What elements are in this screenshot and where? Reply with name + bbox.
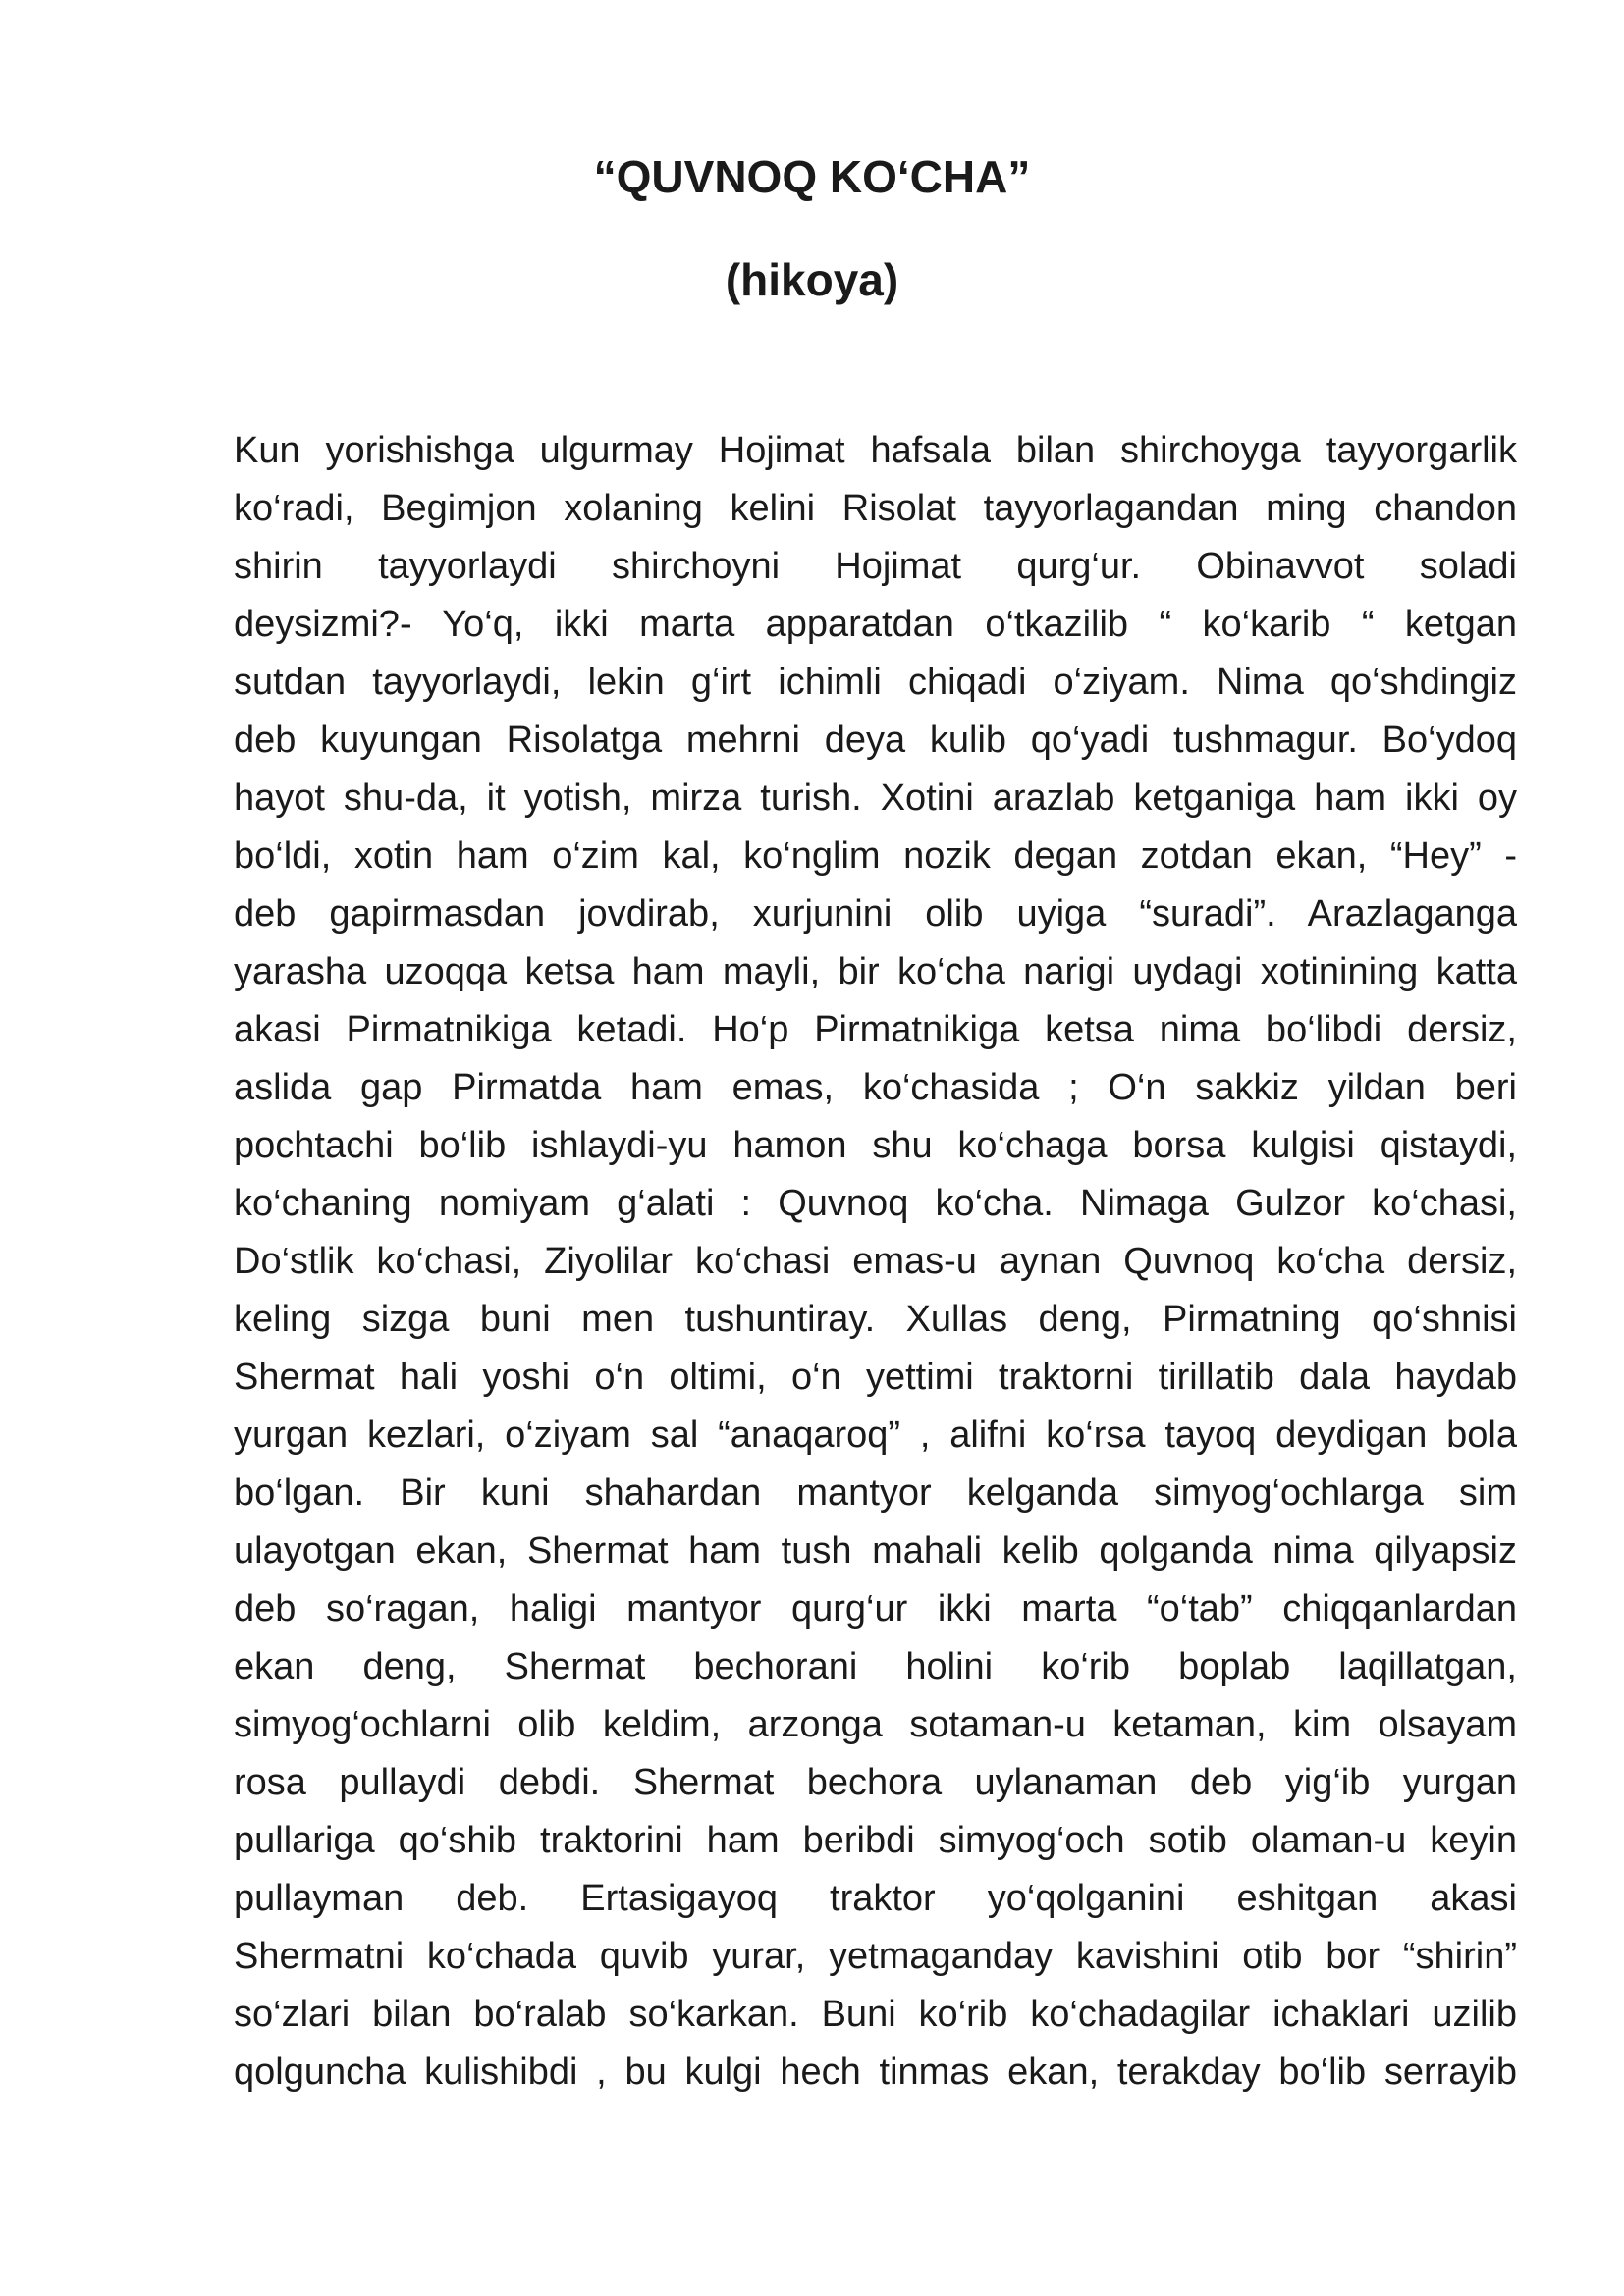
document-subtitle: (hikoya) — [725, 254, 899, 305]
text-line: deb kuyungan Risolatga mehrni deya kulib qo‘yadi tushmagur. Bo‘ydoq — [234, 720, 1517, 761]
text-line: Do‘stlik ko‘chasi, Ziyolilar ko‘chasi emas-u aynan Quvnoq ko‘cha dersiz, — [234, 1241, 1517, 1282]
text-line: ulayotgan ekan, Shermat ham tush mahali kelib qolganda nima qilyapsiz — [234, 1530, 1517, 1572]
text-line: yurgan kezlari, o‘ziyam sal “anaqaroq” , alifni ko‘rsa tayoq deydigan bola — [234, 1415, 1517, 1456]
text-line: hayot shu-da, it yotish, mirza turish. Xotini arazlab ketganiga ham ikki oy — [234, 777, 1517, 819]
story-body — [234, 422, 1517, 2102]
text-line: pullariga qo‘shib traktorini ham beribdi simyog‘och sotib olaman-u keyin — [234, 1820, 1517, 1861]
text-line: deb gapirmasdan jovdirab, xurjunini olib uyiga “suradi”. Arazlaganga — [234, 893, 1517, 934]
text-line: bo‘ldi, xotin ham o‘zim kal, ko‘nglim nozik degan zotdan ekan, “Hey” - — [234, 835, 1517, 877]
text-line: pochtachi bo‘lib ishlaydi-yu hamon shu ko‘chaga borsa kulgisi qistaydi, — [234, 1125, 1517, 1166]
text-line: rosa pullaydi debdi. Shermat bechora uylanaman deb yig‘ib yurgan — [234, 1762, 1517, 1803]
text-line: Shermat hali yoshi o‘n oltimi, o‘n yettimi traktorni tirillatib dala haydab — [234, 1357, 1517, 1398]
text-line: qolguncha kulishibdi , bu kulgi hech tinmas ekan, terakday bo‘lib serrayib — [234, 2052, 1517, 2093]
document-title: “QUVNOQ KO‘CHA” — [593, 151, 1031, 202]
text-line: deb so‘ragan, haligi mantyor qurg‘ur ikki marta “o‘tab” chiqqanlardan — [234, 1588, 1517, 1629]
text-line: deysizmi?- Yo‘q, ikki marta apparatdan o‘tkazilib “ ko‘karib “ ketgan — [234, 604, 1517, 645]
text-line: sutdan tayyorlaydi, lekin g‘irt ichimli chiqadi o‘ziyam. Nima qo‘shdingiz — [234, 662, 1517, 703]
text-line: Kun yorishishga ulgurmay Hojimat hafsala bilan shirchoyga tayyorgarlik — [234, 430, 1517, 471]
text-line: ko‘chaning nomiyam g‘alati : Quvnoq ko‘cha. Nimaga Gulzor ko‘chasi, — [234, 1183, 1517, 1224]
text-line: ko‘radi, Begimjon xolaning kelini Risolat tayyorlagandan ming chandon — [234, 488, 1517, 529]
text-line: Shermatni ko‘chada quvib yurar, yetmaganday kavishini otib bor “shirin” — [234, 1936, 1517, 1977]
text-line: aslida gap Pirmatda ham emas, ko‘chasida ; O‘n sakkiz yildan beri — [234, 1067, 1517, 1108]
text-line: so‘zlari bilan bo‘ralab so‘karkan. Buni ko‘rib ko‘chadagilar ichaklari uzilib — [234, 1994, 1517, 2035]
text-line: yarasha uzoqqa ketsa ham mayli, bir ko‘cha narigi uydagi xotinining katta — [234, 951, 1517, 992]
text-line: simyog‘ochlarni olib keldim, arzonga sotaman-u ketaman, kim olsayam — [234, 1704, 1517, 1745]
text-line: ekan deng, Shermat bechorani holini ko‘rib boplab laqillatgan, — [234, 1646, 1517, 1687]
text-line: pullayman deb. Ertasigayoq traktor yo‘qolganini eshitgan akasi — [234, 1878, 1517, 1919]
text-line: shirin tayyorlaydi shirchoyni Hojimat qurg‘ur. Obinavvot soladi — [234, 546, 1517, 587]
text-line: akasi Pirmatnikiga ketadi. Ho‘p Pirmatnikiga ketsa nima bo‘libdi dersiz, — [234, 1009, 1517, 1050]
text-line: bo‘lgan. Bir kuni shahardan mantyor kelganda simyog‘ochlarga sim — [234, 1472, 1517, 1514]
text-line: keling sizga buni men tushuntiray. Xullas deng, Pirmatning qo‘shnisi — [234, 1299, 1517, 1340]
